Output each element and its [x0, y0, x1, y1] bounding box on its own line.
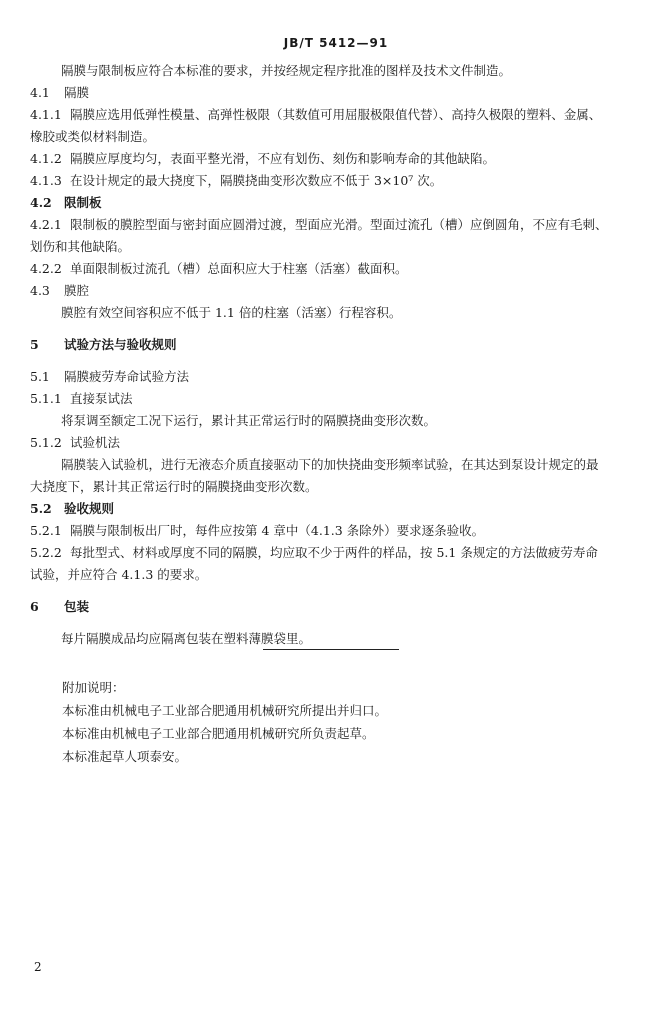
clause-number: 4.1.3 [30, 173, 62, 188]
section-title: 隔膜 [64, 85, 90, 100]
clause-number: 5.1.1 [30, 391, 62, 406]
clause-text: 限制板的膜腔型面与密封面应圆滑过渡，型面应光滑。型面过流孔（槽）应倒圆角，不应有毛刺、 [70, 217, 608, 232]
section-number: 4.3 [30, 283, 50, 298]
section-title: 隔膜疲劳寿命试验方法 [64, 369, 190, 384]
notes-heading: 附加说明： [62, 680, 125, 695]
notes-line: 本标准由机械电子工业部合肥通用机械研究所负责起草。 [62, 726, 375, 741]
section-title: 限制板 [64, 195, 102, 210]
clause-5-1-1-text: 将泵调至额定工况下运行，累计其正常运行时的隔膜挠曲变形次数。 [61, 413, 437, 428]
clause-number: 4.1.2 [30, 151, 62, 166]
clause-4-1-1 [30, 104, 640, 126]
clause-number: 5.2.2 [30, 545, 62, 560]
body-content [30, 60, 640, 650]
clause-number: 5.1.2 [30, 435, 62, 450]
section-5-2-heading [30, 498, 640, 520]
clause-5-1-2 [30, 432, 640, 454]
section-number: 4.1 [30, 85, 50, 100]
clause-number: 5.2.1 [30, 523, 62, 538]
clause-number: 4.2.1 [30, 217, 62, 232]
clause-5-1-2-text: 隔膜装入试验机，进行无液态介质直接驱动下的加快挠曲变形频率试验，在其达到泵设计规定的最 [61, 457, 599, 472]
clause-4-1-3 [30, 170, 640, 192]
section-6-heading [30, 596, 640, 618]
standard-id-header: JB/T 5412—91 [283, 36, 389, 50]
end-divider [263, 649, 399, 650]
section-title: 包装 [64, 599, 90, 614]
page-number: 2 [34, 960, 42, 974]
clause-5-2-2 [30, 542, 640, 564]
section-5-1-heading [30, 366, 640, 388]
clause-text: 每批型式、材料或厚度不同的隔膜，均应取不少于两件的样品，按 5.1 条规定的方法做疲劳寿命 [70, 545, 598, 560]
clause-text: 隔膜与限制板出厂时，每件应按第 4 章中（4.1.3 条除外）要求逐条验收。 [70, 523, 485, 538]
section-number: 4.2 [30, 195, 52, 210]
clause-title: 试验机法 [70, 435, 121, 450]
section-6-text: 每片隔膜成品均应隔离包装在塑料薄膜袋里。 [61, 631, 312, 646]
clause-text: 单面限制板过流孔（槽）总面积应大于柱塞（活塞）截面积。 [70, 261, 408, 276]
clause-title: 直接泵试法 [70, 391, 133, 406]
section-4-1-heading [30, 82, 640, 104]
clause-5-1-1 [30, 388, 640, 410]
section-4-2-heading [30, 192, 640, 214]
clause-5-2-2-cont: 试验，并应符合 4.1.3 的要求。 [30, 567, 208, 582]
section-title: 膜腔 [64, 283, 90, 298]
additional-notes [62, 676, 622, 768]
clause-text: 在设计规定的最大挠度下，隔膜挠曲变形次数应不低于 3×10⁷ 次。 [70, 173, 443, 188]
section-number: 5.1 [30, 369, 50, 384]
section-title: 验收规则 [64, 501, 115, 516]
clause-4-2-1-cont: 划伤和其他缺陷。 [30, 239, 131, 254]
section-4-3-heading [30, 280, 640, 302]
clause-4-2-1 [30, 214, 640, 236]
clause-4-1-1-cont: 橡胶或类似材料制造。 [30, 129, 156, 144]
clause-text: 隔膜应选用低弹性模量、高弹性极限（其数值可用屈服极限值代替）、高持久极限的塑料、金属、 [70, 107, 602, 122]
intro-paragraph: 隔膜与限制板应符合本标准的要求，并按经规定程序批准的图样及技术文件制造。 [61, 63, 512, 78]
notes-line: 本标准起草人项泰安。 [62, 749, 188, 764]
clause-5-2-1 [30, 520, 640, 542]
clause-4-2-2 [30, 258, 640, 280]
section-number: 5 [30, 337, 39, 352]
section-4-3-text: 膜腔有效空间容积应不低于 1.1 倍的柱塞（活塞）行程容积。 [61, 305, 402, 320]
clause-text: 隔膜应厚度均匀，表面平整光滑，不应有划伤、刻伤和影响寿命的其他缺陷。 [70, 151, 496, 166]
section-title: 试验方法与验收规则 [64, 337, 177, 352]
section-5-heading [30, 334, 640, 356]
notes-line: 本标准由机械电子工业部合肥通用机械研究所提出并归口。 [62, 703, 388, 718]
clause-4-1-2 [30, 148, 640, 170]
section-number: 5.2 [30, 501, 52, 516]
clause-number: 4.1.1 [30, 107, 62, 122]
clause-number: 4.2.2 [30, 261, 62, 276]
section-number: 6 [30, 599, 39, 614]
clause-5-1-2-text-cont: 大挠度下，累计其正常运行时的隔膜挠曲变形次数。 [30, 479, 318, 494]
